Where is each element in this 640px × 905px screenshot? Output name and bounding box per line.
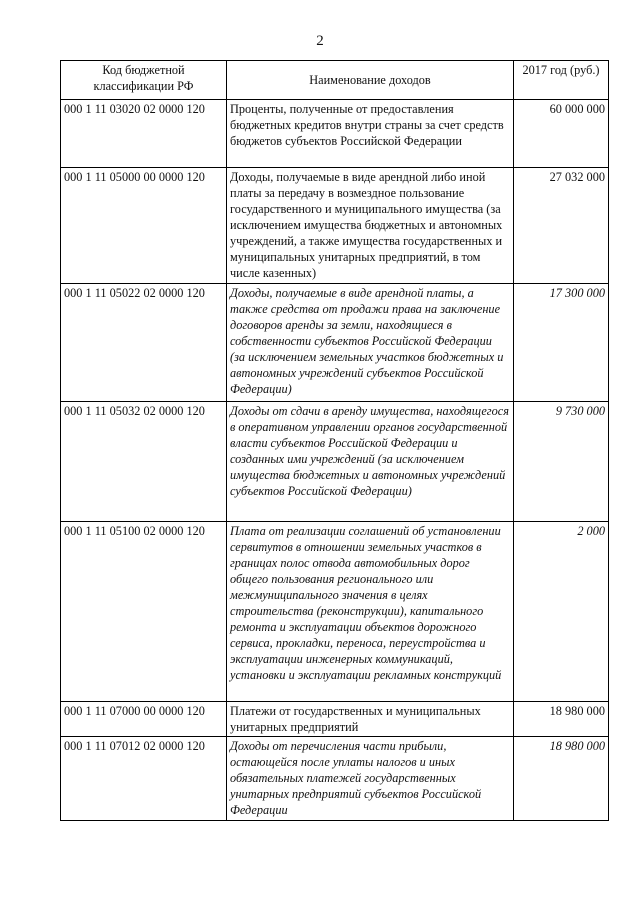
table-row bbox=[61, 737, 609, 821]
table-header bbox=[61, 61, 609, 100]
header-name: Наименование доходов bbox=[227, 61, 514, 100]
row-name: Доходы, получаемые в виде арендной либо иной платы за передачу в возмездное пользование государственного и муниципального имущества (за исключением имущества бюджетных и автономных учреждений, а также имущества государственных и муниципальных унитарных предприятий, в том числе казенных) bbox=[227, 168, 514, 284]
revenue-table bbox=[60, 60, 609, 821]
row-name: Доходы, получаемые в виде арендной платы, а также средства от продажи права на заключение договоров аренды за земли, находящиеся в собственности субъектов Российской Федерации (за исключением земельных участков бюджетных и автономных учреждений субъектов Российской Федерации) bbox=[227, 284, 514, 402]
row-amount: 18 980 000 bbox=[514, 702, 609, 737]
row-amount: 9 730 000 bbox=[514, 402, 609, 522]
header-amount: 2017 год (руб.) bbox=[514, 61, 609, 100]
table-row bbox=[61, 522, 609, 702]
table-body bbox=[61, 100, 609, 821]
row-code: 000 1 11 05032 02 0000 120 bbox=[61, 402, 227, 522]
row-name: Проценты, полученные от предоставления бюджетных кредитов внутри страны за счет средств бюджетов субъектов Российской Федерации bbox=[227, 100, 514, 168]
row-amount: 18 980 000 bbox=[514, 737, 609, 821]
table-row bbox=[61, 702, 609, 737]
row-name: Доходы от сдачи в аренду имущества, находящегося в оперативном управлении органов государственной власти субъектов Российской Федерации и созданных ими учреждений (за исключением имущества бюджетных и автономных учреждений субъектов Российской Федерации) bbox=[227, 402, 514, 522]
row-name: Платежи от государственных и муниципальных унитарных предприятий bbox=[227, 702, 514, 737]
table-row bbox=[61, 284, 609, 402]
row-code: 000 1 11 07000 00 0000 120 bbox=[61, 702, 227, 737]
row-amount: 60 000 000 bbox=[514, 100, 609, 168]
row-code: 000 1 11 07012 02 0000 120 bbox=[61, 737, 227, 821]
table-row bbox=[61, 402, 609, 522]
row-name: Плата от реализации соглашений об установлении сервитутов в отношении земельных участков в границах полос отвода автомобильных дорог общего пользования регионального или межмуниципального значения в целях строительства (реконструкции), капитального ремонта и эксплуатации объектов дорожного сервиса, прокладки, переноса, переустройства и эксплуатации инженерных коммуникаций, установки и эксплуатации рекламных конструкций bbox=[227, 522, 514, 702]
page-number: 2 bbox=[316, 33, 324, 49]
table-row bbox=[61, 100, 609, 168]
row-name: Доходы от перечисления части прибыли, остающейся после уплаты налогов и иных обязательных платежей государственных унитарных предприятий субъектов Российской Федерации bbox=[227, 737, 514, 821]
table-row bbox=[61, 168, 609, 284]
row-amount: 27 032 000 bbox=[514, 168, 609, 284]
row-amount: 17 300 000 bbox=[514, 284, 609, 402]
row-code: 000 1 11 05100 02 0000 120 bbox=[61, 522, 227, 702]
header-row bbox=[61, 61, 609, 100]
header-code: Код бюджетной классификации РФ bbox=[61, 61, 227, 100]
row-code: 000 1 11 05000 00 0000 120 bbox=[61, 168, 227, 284]
row-amount: 2 000 bbox=[514, 522, 609, 702]
row-code: 000 1 11 05022 02 0000 120 bbox=[61, 284, 227, 402]
row-code: 000 1 11 03020 02 0000 120 bbox=[61, 100, 227, 168]
